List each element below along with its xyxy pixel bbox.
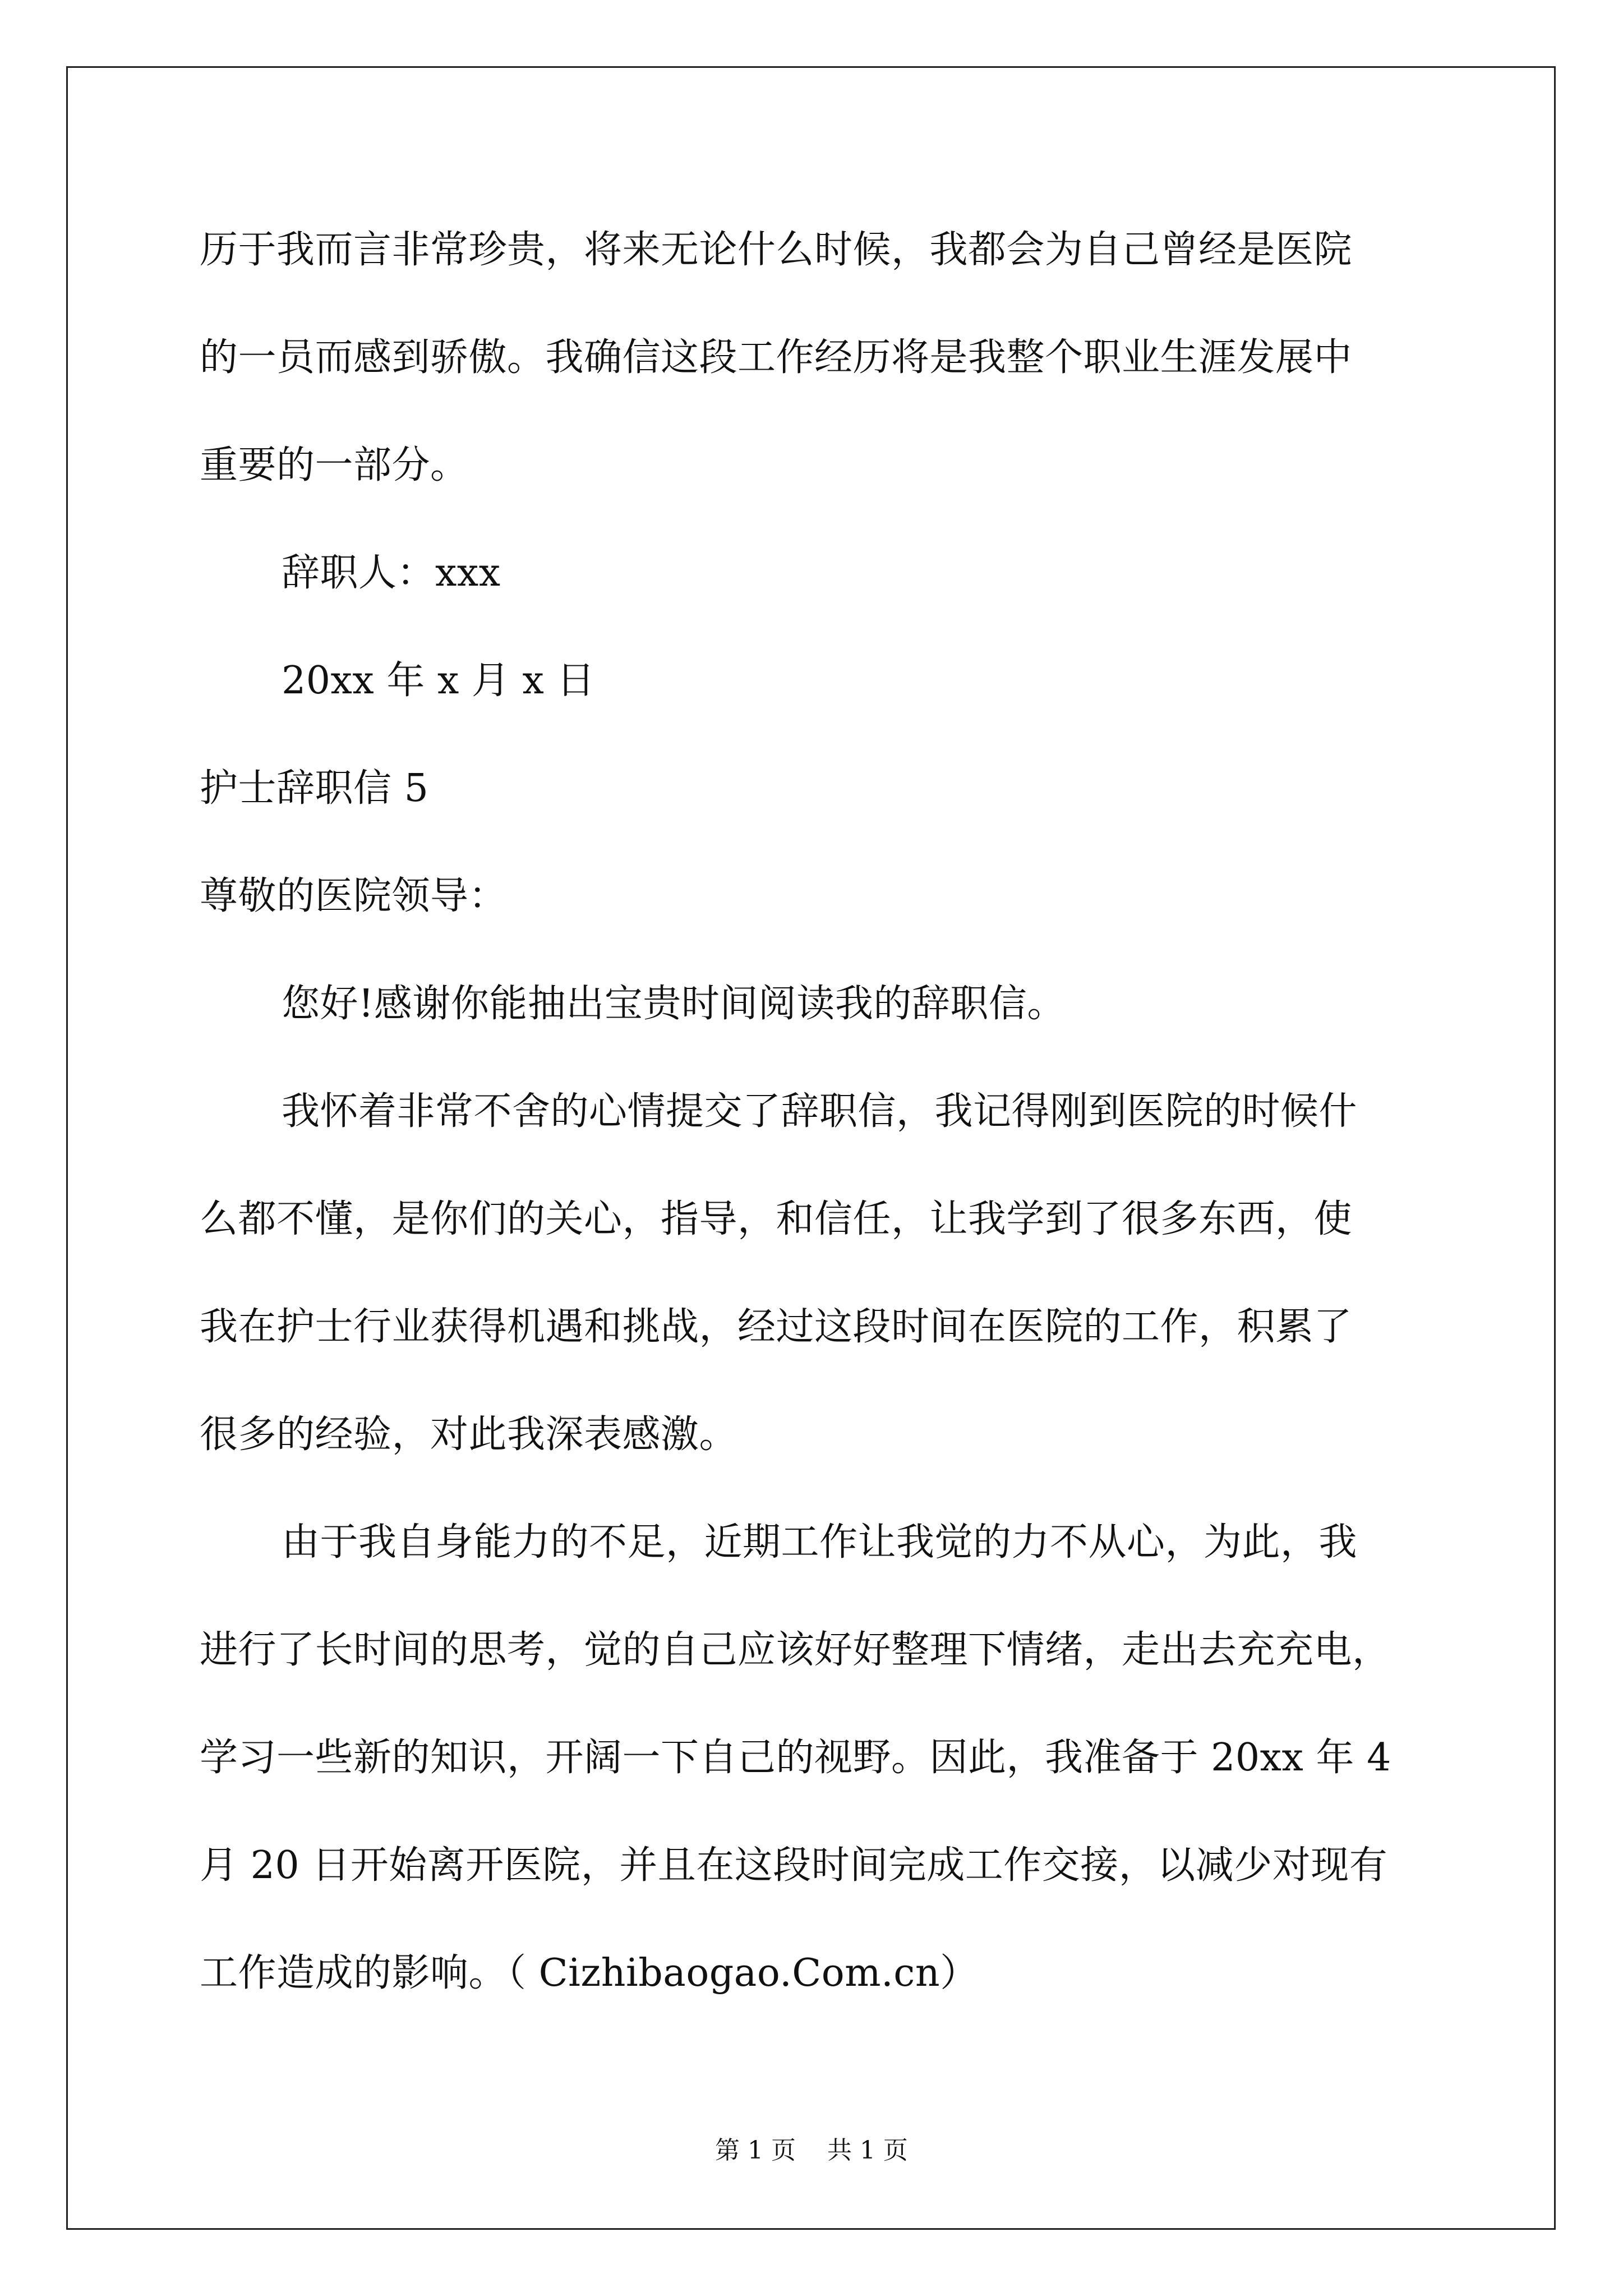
text-line: 进行了长时间的思考，觉的自己应该好好整理下情绪，走出去充充电， xyxy=(200,1628,1391,1672)
text-line: 学习一些新的知识，开阔一下自己的视野。因此，我准备于 20xx 年 4 xyxy=(200,1736,1391,1780)
section-title: 护士辞职信 5 xyxy=(200,766,429,811)
text-line: 由于我自身能力的不足，近期工作让我觉的力不从心，为此，我 xyxy=(282,1520,1358,1565)
text-line: 历于我而言非常珍贵，将来无论什么时候，我都会为自己曾经是医院 xyxy=(200,228,1353,272)
date-line: 20xx 年 x 月 x 日 xyxy=(282,659,596,703)
text-line: 很多的经验，对此我深表感激。 xyxy=(200,1412,738,1457)
text-line: 重要的一部分。 xyxy=(200,443,469,487)
text-line: 我怀着非常不舍的心情提交了辞职信，我记得刚到医院的时候什 xyxy=(282,1089,1358,1134)
text-line: 的一员而感到骄傲。我确信这段工作经历将是我整个职业生涯发展中 xyxy=(200,335,1353,380)
signer-line: 辞职人：xxx xyxy=(282,551,501,595)
page-number-footer: 第 1 页 共 1 页 xyxy=(715,2136,908,2165)
text-line: 月 20 日开始离开医院，并且在这段时间完成工作交接，以减少对现有 xyxy=(200,1843,1388,1888)
salutation: 尊敬的医院领导： xyxy=(200,874,508,918)
page-border xyxy=(66,66,1556,2230)
text-line: 我在护士行业获得机遇和挑战，经过这段时间在医院的工作，积累了 xyxy=(200,1305,1353,1349)
text-line: 您好!感谢你能抽出宝贵时间阅读我的辞职信。 xyxy=(282,982,1066,1026)
text-line: 么都不懂，是你们的关心，指导，和信任，让我学到了很多东西，使 xyxy=(200,1197,1353,1241)
text-line: 工作造成的影响。（ Cizhibaogao.Com.cn） xyxy=(200,1951,979,1995)
